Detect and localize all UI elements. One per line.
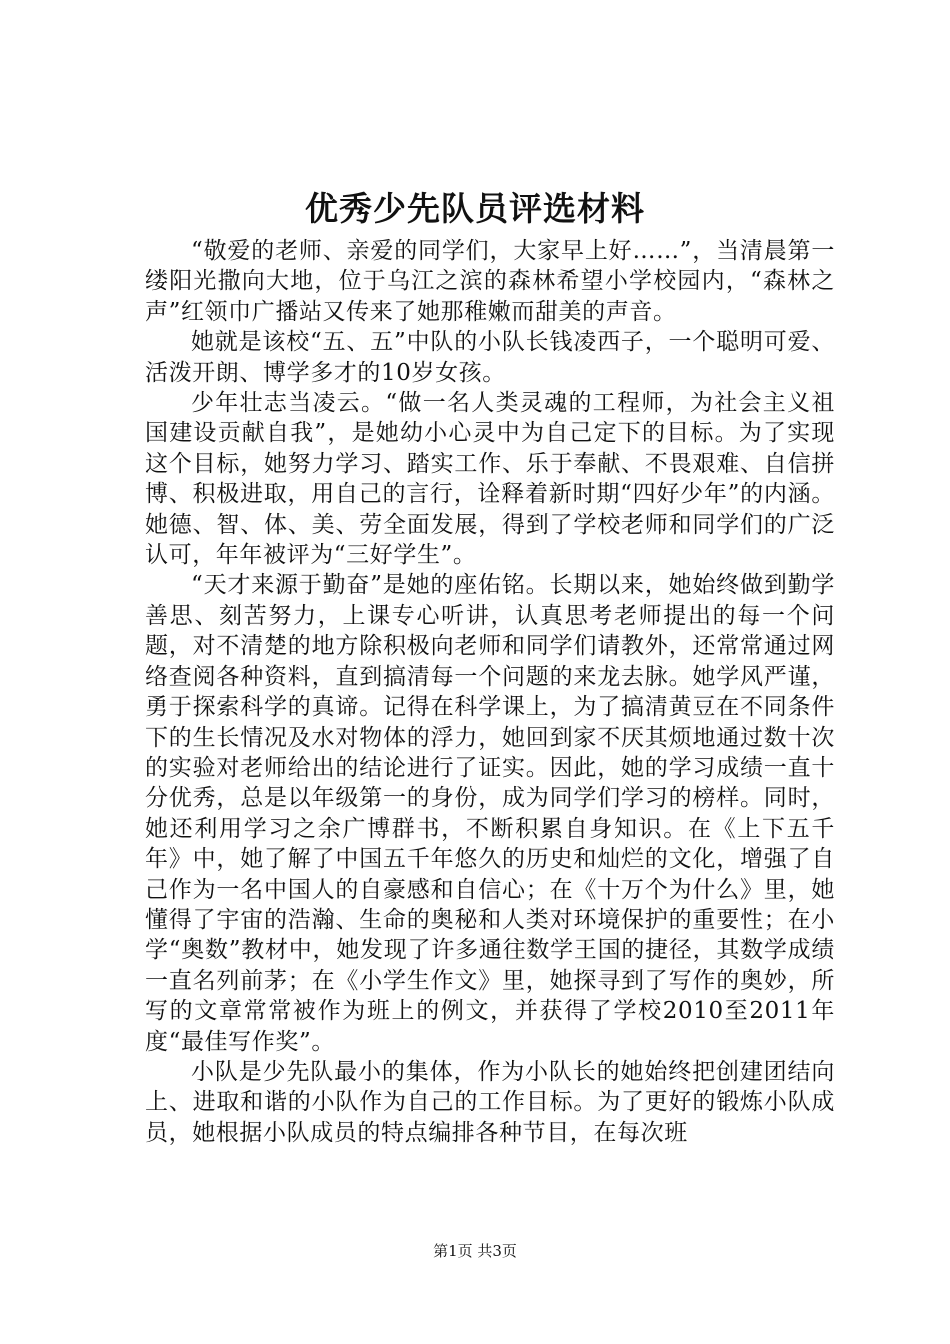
paragraph-greeting: “敬爱的老师、亲爱的同学们，大家早上好……”，当清晨第一缕阳光撒向大地，位于乌江之滨的森林希望小学校园内，“森林之声”红领巾广播站又传来了她那稚嫩而甜美的声音。 [145,238,835,325]
paragraph-team-leader: 小队是少先队最小的集体，作为小队长的她始终把创建团结向上、进取和谐的小队作为自己的工作目标。为了更好的锻炼小队成员，她根据小队成员的特点编排各种节目，在每次班 [145,1058,835,1146]
document-body [145,236,835,1148]
paragraph-ambition: 少年壮志当凌云。“做一名人类灵魂的工程师，为社会主义祖国建设贡献自我”，是她幼小心灵中为自己定下的目标。为了实现这个目标，她努力学习、踏实工作、乐于奉献、不畏艰难、自信拼博、积极进取，用自己的言行，诠释着新时期“四好少年”的内涵。她德、智、体、美、劳全面发展，得到了学校老师和同学们的广泛认可，年年被评为“三好学生”。 [145,390,835,569]
document-title: 优秀少先队员评选材料 [305,189,645,228]
page-footer: 第1页 共3页 [433,1242,517,1260]
paragraph-diligence: “天才来源于勤奋”是她的座佑铭。长期以来，她始终做到勤学善思、刻苦努力，上课专心听讲，认真思考老师提出的每一个问题，对不清楚的地方除积极向老师和同学们请教外，还常常通过网络查阅各种资料，直到搞清每一个问题的来龙去脉。她学风严谨，勇于探索科学的真谛。记得在科学课上，为了搞清黄豆在不同条件下的生长情况及水对物体的浮力，她回到家不厌其烦地通过数十次的实验对老师给出的结论进行了证实。因此，她的学习成绩一直十分优秀，总是以年级第一的身份，成为同学们学习的榜样。同时，她还利用学习之余广博群书，不断积累自身知识。在《上下五千年》中，她了解了中国五千年悠久的历史和灿烂的文化，增强了自己作为一名中国人的自豪感和自信心；在《十万个为什么》里，她懂得了宇宙的浩瀚、生命的奥秘和人类对环境保护的重要性；在小学“奥数”教材中，她发现了许多通往数学王国的捷径，其数学成绩一直名列前茅；在《小学生作文》里，她探寻到了写作的奥妙，所写的文章常常被作为班上的例文，并获得了学校2010至2011年度“最佳写作奖”。 [145,572,835,1055]
paragraph-introduction: 她就是该校“五、五”中队的小队长钱凌西子，一个聪明可爱、活泼开朗、博学多才的10岁女孩。 [145,329,835,386]
